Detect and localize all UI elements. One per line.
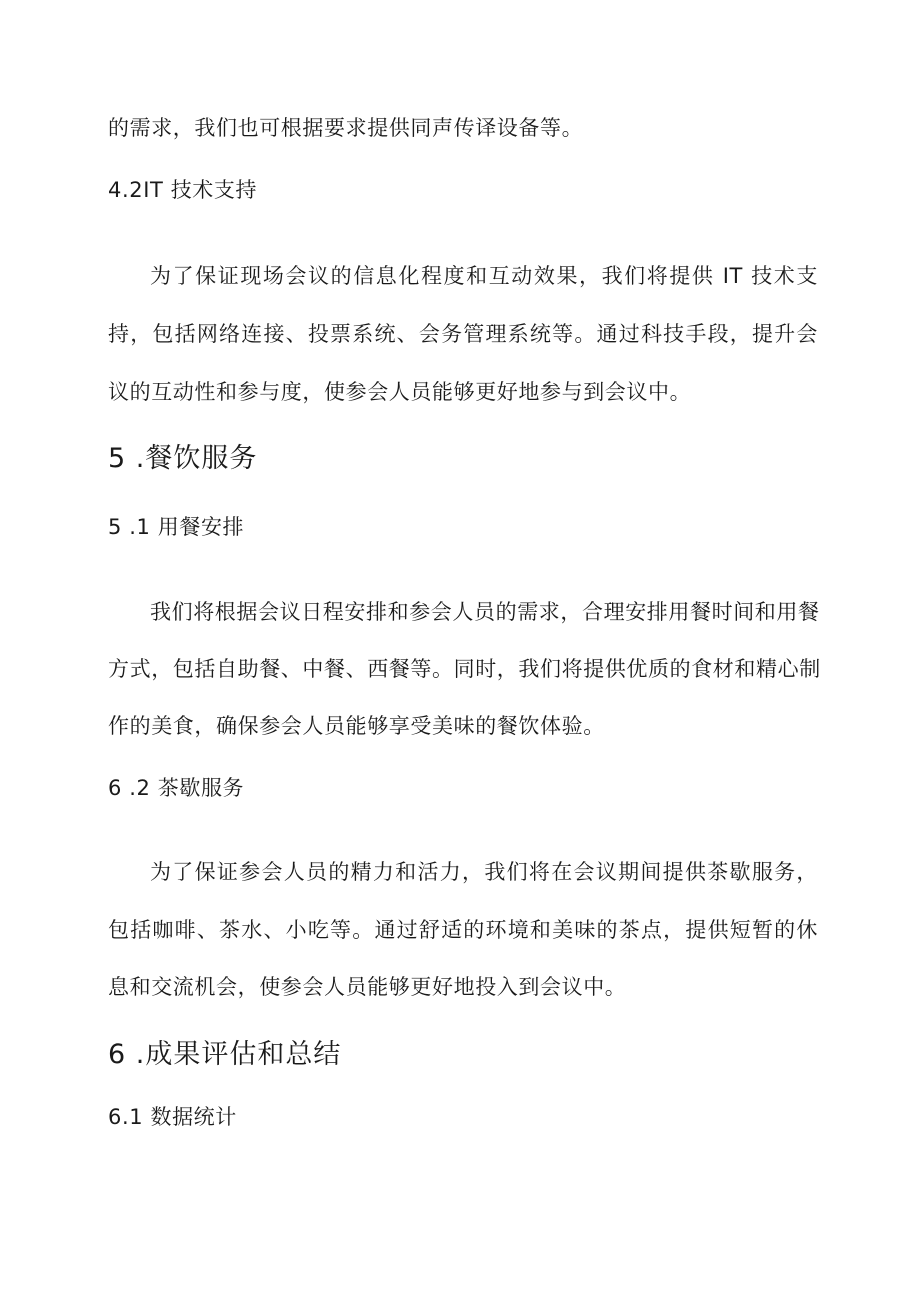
paragraph-6-2-line-1: 为了保证参会人员的精力和活力，我们将在会议期间提供茶歇服务， <box>150 860 818 884</box>
continuation-paragraph: 的需求，我们也可根据要求提供同声传译设备等。 <box>108 116 584 140</box>
paragraph-5-1-line-2: 方式，包括自助餐、中餐、西餐等。同时，我们将提供优质的食材和精心制 <box>108 657 821 681</box>
paragraph-6-2-line-3: 息和交流机会，使参会人员能够更好地投入到会议中。 <box>108 975 627 999</box>
heading-4-2: 4.2IT 技术支持 <box>108 178 258 202</box>
paragraph-5-1-line-3: 作的美食，确保参会人员能够享受美味的餐饮体验。 <box>108 714 605 738</box>
heading-6-2: 6 .2 茶歇服务 <box>108 776 245 800</box>
heading-6-1: 6.1 数据统计 <box>108 1105 237 1129</box>
paragraph-4-2-line-3: 议的互动性和参与度，使参会人员能够更好地参与到会议中。 <box>108 380 692 404</box>
heading-5-1: 5 .1 用餐安排 <box>108 515 245 539</box>
paragraph-5-1-line-1: 我们将根据会议日程安排和参会人员的需求，合理安排用餐时间和用餐 <box>150 600 820 624</box>
paragraph-4-2-line-1: 为了保证现场会议的信息化程度和互动效果，我们将提供 IT 技术支 <box>150 264 818 288</box>
heading-6: 6 .成果评估和总结 <box>108 1039 342 1070</box>
paragraph-4-2-line-2: 持，包括网络连接、投票系统、会务管理系统等。通过科技手段，提升会 <box>108 322 818 346</box>
paragraph-6-2-line-2: 包括咖啡、茶水、小吃等。通过舒适的环境和美味的茶点，提供短暂的休 <box>108 918 818 942</box>
heading-5: 5 .餐饮服务 <box>108 443 258 474</box>
